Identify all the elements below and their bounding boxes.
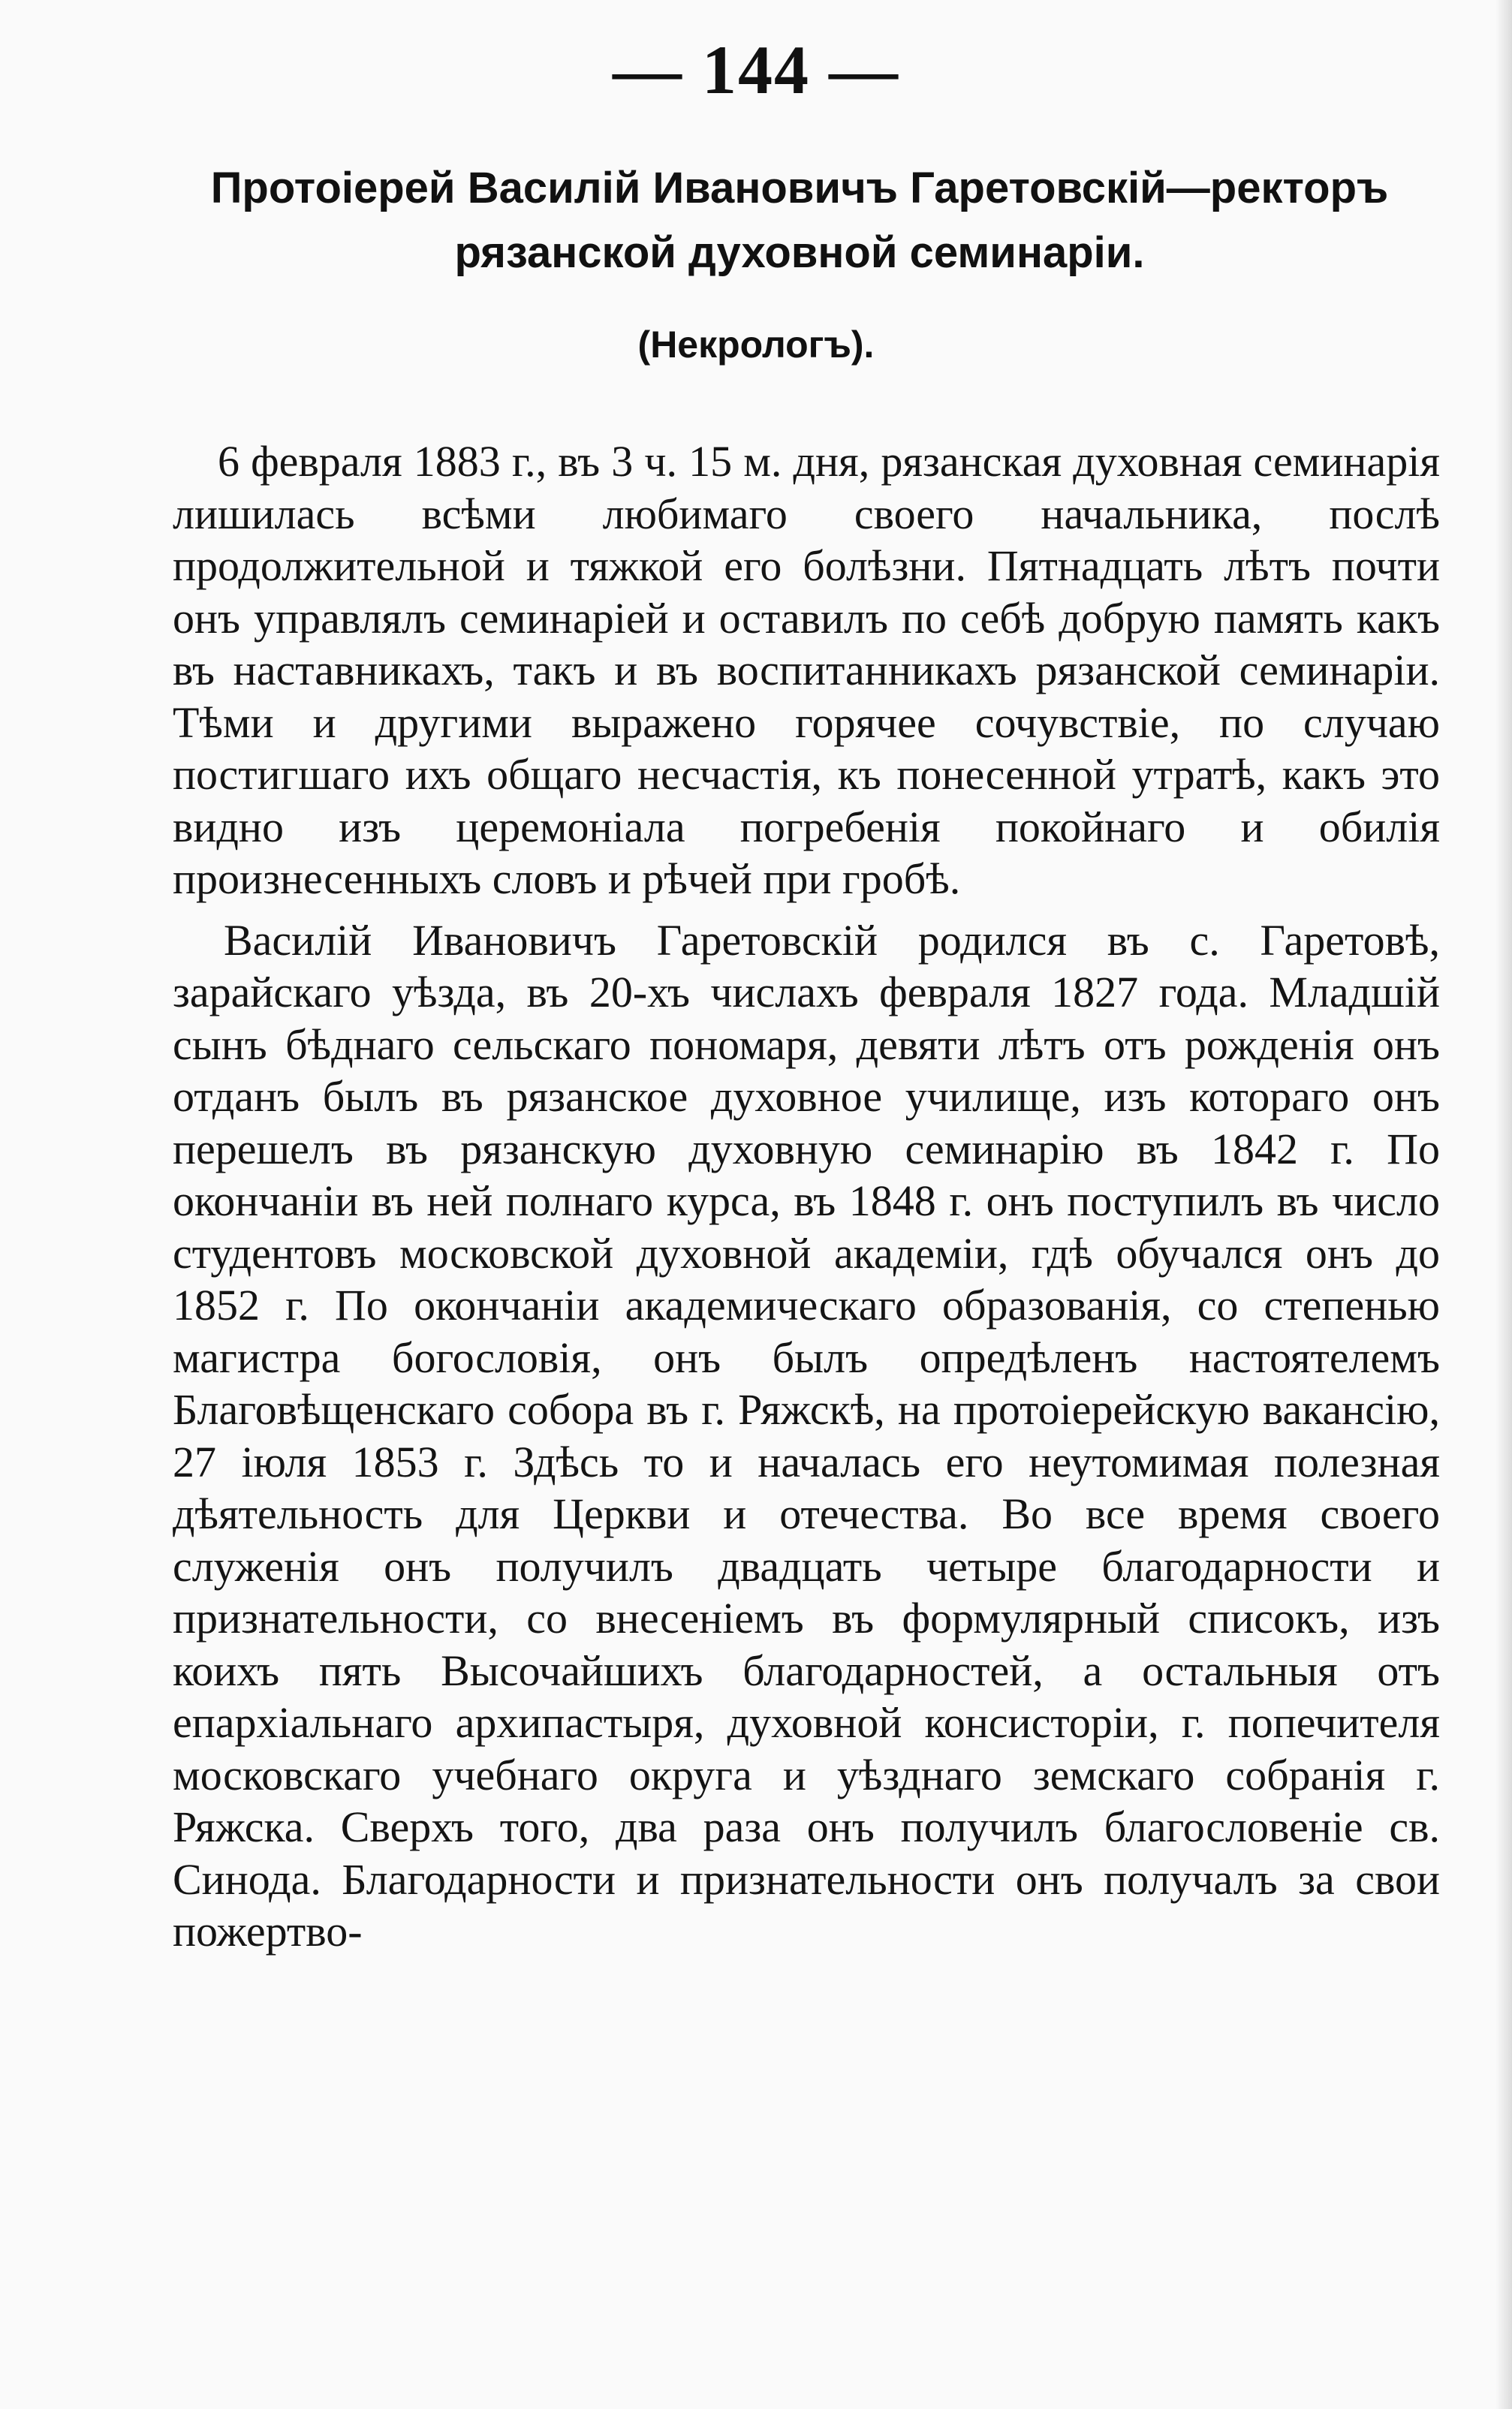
article-title: Протоіерей Василій Ивановичъ Гаретовскій—ректоръ рязанской духовной семинаріи. xyxy=(210,164,1389,277)
article-paragraph-1: 6 февраля 1883 г., въ 3 ч. 15 м. дня, рязанская духовная семинарія лишилась всѣми любимаго своего начальника, послѣ продолжительной и тяжкой его болѣзни. Пятнадцать лѣтъ почти онъ управлялъ семинаріей и оставилъ по себѣ добрую память какъ въ наставникахъ, такъ и въ воспитанникахъ рязанской семинаріи. Тѣми и другими выражено горячее сочувствіе, по случаю постигшаго ихъ общаго несчастія, къ понесенной утратѣ, какъ это видно изъ церемоніала погребенія покойнаго и обилія произнесенныхъ словъ и рѣчей при гробѣ. xyxy=(173,437,1440,903)
article-body xyxy=(173,435,1440,1967)
page-number: — 144 — xyxy=(613,32,899,108)
article-paragraph-2: Василій Ивановичъ Гаретовскій родился въ с. Гаретовѣ, зарайскаго уѣзда, въ 20-хъ числахъ февраля 1827 года. Младшій сынъ бѣднаго сельскаго пономаря, девяти лѣтъ отъ рожденія онъ отданъ былъ въ рязанское духовное училище, изъ котораго онъ перешелъ въ рязанскую духовную семинарію въ 1842 г. По окончаніи въ ней полнаго курса, въ 1848 г. онъ поступилъ въ число студентовъ московской духовной академіи, гдѣ обучался онъ до 1852 г. По окончаніи академическаго образованія, со степенью магистра богословія, онъ былъ опредѣленъ настоятелемъ Благовѣщенскаго собора въ г. Ряжскѣ, на протоіерейскую вакансію, 27 іюля 1853 г. Здѣсь то и началась его неутомимая полезная дѣятельность для Церкви и отечества. Во все время своего служенія онъ получилъ двадцать четыре благодарности и признательности, со внесеніемъ въ формулярный списокъ, изъ коихъ пять Высочайшихъ благодарностей, а остальныя отъ епархіальнаго архипастыря, духовной консисторіи, г. попечителя московскаго учебнаго округа и уѣзднаго земскаго собранія г. Ряжска. Сверхъ того, два раза онъ получилъ благословеніе св. Синода. Благодарности и признательности онъ получалъ за свои пожертво- xyxy=(173,915,1440,1956)
article-subtitle: (Некрологъ). xyxy=(637,324,875,366)
